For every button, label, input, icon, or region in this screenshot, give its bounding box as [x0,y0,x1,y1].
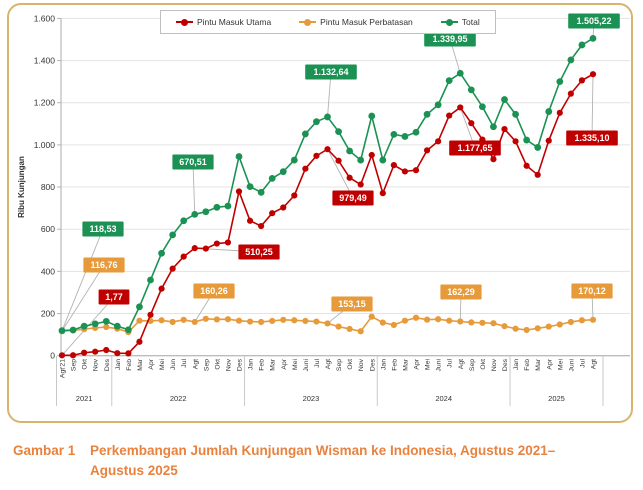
x-tick-label: Agt [457,359,465,370]
data-point [247,183,254,190]
data-point [147,312,153,318]
data-point [568,91,574,97]
data-point [291,192,297,198]
x-tick-label: Sep [70,359,78,372]
chart-legend [160,10,496,34]
y-tick-label: 0 [50,350,55,361]
data-point [501,96,508,103]
x-tick-label: Jan [114,359,122,370]
data-point [158,286,164,292]
data-point [590,35,597,42]
x-tick-label: Agt [325,359,332,370]
x-tick-label: Okt [347,359,355,370]
data-point [545,108,552,115]
x-tick-label: Apr [546,359,554,370]
data-point [347,326,353,332]
x-tick-label: Jul [446,359,454,368]
data-point [225,203,232,210]
x-tick-label: Mei [424,359,432,370]
data-point [413,167,419,173]
data-point [203,246,209,252]
data-point [512,138,518,144]
data-point [501,126,507,132]
data-point [358,181,364,187]
data-point [192,245,198,251]
data-point [457,70,464,77]
x-tick-label: Feb [258,359,266,371]
data-point [214,316,220,322]
data-point [70,327,77,334]
data-point [225,239,231,245]
x-tick-label: Feb [391,359,399,371]
data-point [92,349,98,355]
data-point [225,316,231,322]
x-tick-label: Jul [313,359,321,368]
data-point [390,131,397,138]
x-tick-label: Feb [524,359,532,371]
figure-caption-label: Gambar 1 [13,443,76,458]
x-tick-label: Jan [247,359,255,370]
data-point [114,323,121,330]
data-label-value: 670,51 [179,157,207,168]
legend-item-total [441,17,480,27]
data-point [579,42,586,49]
data-point [424,317,430,323]
data-point [59,327,66,334]
data-point [324,146,330,152]
x-tick-label: Mei [557,359,565,370]
x-tick-label: Jan [513,359,521,370]
x-tick-label: Jul [579,359,587,368]
data-label-value: 1.339,95 [432,34,468,45]
x-tick-label: Apr [280,359,288,370]
data-point [125,326,132,333]
data-label-value: 118,53 [89,224,117,235]
x-tick-label: Mei [159,359,167,370]
x-tick-label: Feb [125,359,133,371]
data-point [181,317,187,323]
data-point [269,175,276,182]
series-pintu-masuk-perbatasan [59,314,596,336]
data-point [402,318,408,324]
data-point [214,240,220,246]
data-point [556,78,563,85]
data-point [468,120,474,126]
data-point [302,318,308,324]
legend-label: Total [461,17,480,27]
data-label-callouts [82,14,619,312]
data-point [568,319,574,325]
legend-label: Pintu Masuk Utama [197,17,272,27]
data-point [368,113,375,120]
x-tick-label: Sep [468,359,476,372]
x-tick-label: Jul [181,359,189,368]
data-point [147,277,154,284]
legend-label: Pintu Masuk Perbatasan [320,17,413,27]
data-point [457,104,463,110]
data-point [258,223,264,229]
data-point [324,114,331,121]
x-tick-label: Apr [148,359,155,370]
data-label-value: 510,25 [245,247,273,258]
data-point [457,318,463,324]
data-point [202,208,209,215]
data-point [468,319,474,325]
y-tick-label: 1.400 [33,55,55,66]
data-label-value: 1.335,10 [574,133,610,144]
x-tick-label: Mar [136,359,144,371]
data-point [280,317,286,323]
line-dot-marker-icon [441,21,458,23]
data-point [369,314,375,320]
data-label-value: 170,12 [578,286,606,297]
x-tick-label: Okt [214,359,222,370]
legend-item-pintu-masuk-perbatasan [299,17,413,27]
data-point [103,318,110,325]
data-point [302,131,309,138]
data-point [181,254,187,260]
data-point [192,319,198,325]
x-tick-label: Sep [203,359,211,372]
data-point [269,210,275,216]
data-point [380,190,386,196]
data-point [125,350,131,356]
data-point [468,86,475,93]
x-tick-label: Agt [192,359,200,370]
y-tick-label: 800 [40,182,55,193]
data-point [391,322,397,328]
data-label-value: 162,29 [447,287,475,298]
data-point [236,318,242,324]
data-point [170,319,176,325]
x-tick-label: Okt [81,359,89,370]
data-point [490,320,496,326]
data-point [313,153,319,159]
data-point [369,152,375,158]
data-point [557,110,563,116]
data-point [346,148,353,155]
data-point [302,166,308,172]
year-label: 2025 [548,394,565,403]
data-point [413,129,420,136]
data-point [479,320,485,326]
x-tick-label: Des [236,359,244,372]
x-tick-label: Agt [590,359,598,370]
x-axis-labels [60,358,598,378]
data-point [402,133,409,140]
data-point [291,157,298,164]
data-point [424,147,430,153]
data-point [213,204,220,211]
data-point [313,318,319,324]
x-tick-label: Agt'21 [59,359,67,379]
data-point [524,327,530,333]
data-point [490,156,496,162]
data-point [59,352,65,358]
data-point [590,317,596,323]
data-point [291,317,297,323]
data-point [313,118,320,125]
data-point [546,138,552,144]
data-point [247,318,253,324]
data-label-value: 1.505,22 [576,16,612,27]
data-point [236,153,243,160]
data-point [446,77,453,84]
year-label: 2023 [302,394,320,403]
x-tick-label: Nov [358,359,366,372]
data-point [258,189,265,196]
y-axis-title: Ribu Kunjungan [17,156,26,218]
data-point [335,324,341,330]
data-point [446,112,452,118]
series-total [59,35,597,334]
data-point [424,111,431,118]
x-tick-label: Apr [413,359,421,370]
x-tick-label: Okt [479,359,487,370]
y-tick-label: 600 [40,224,55,235]
data-point [247,218,253,224]
data-point [70,352,76,358]
data-point [435,316,441,322]
data-point [103,324,109,330]
year-label: 2021 [75,394,93,403]
data-point [280,168,287,175]
data-point [490,123,497,130]
data-point [479,103,486,110]
data-label-value: 1.177,65 [457,143,493,154]
data-point [446,318,452,324]
x-tick-label: Nov [225,359,233,372]
data-point [258,319,264,325]
data-point [501,323,507,329]
data-point [158,317,164,323]
data-point [557,321,563,327]
x-tick-label: Nov [490,359,498,372]
x-tick-label: Mei [291,359,299,370]
x-tick-label: Mar [535,359,543,371]
data-label-value: 116,76 [90,260,118,271]
data-point [357,157,364,164]
x-tick-label: Nov [92,359,100,372]
data-point [402,168,408,174]
data-point [534,144,541,151]
data-label-value: 979,49 [339,193,367,204]
data-point [391,162,397,168]
data-label-value: 1.132,64 [313,67,349,78]
data-point [535,325,541,331]
data-point [324,320,330,326]
data-point [136,339,142,345]
data-point [512,326,518,332]
data-point [136,318,142,324]
data-point [103,347,109,353]
data-point [347,175,353,181]
data-point [169,232,176,239]
data-point [191,211,198,218]
x-tick-label: Jun [170,359,178,370]
x-tick-label: Mar [269,359,277,371]
data-point [203,316,209,322]
line-dot-marker-icon [176,21,193,23]
year-label: 2024 [435,394,452,403]
x-tick-label: Des [502,359,509,372]
y-tick-label: 1.200 [33,97,55,108]
data-point [358,328,364,334]
data-point [435,138,441,144]
data-point [524,163,530,169]
data-point [546,324,552,330]
data-point [379,157,386,164]
data-point [170,266,176,272]
y-tick-label: 200 [40,308,55,319]
data-point [81,350,87,356]
data-point [236,188,242,194]
data-point [136,303,143,310]
data-point [92,320,99,327]
y-tick-label: 1.000 [33,139,55,150]
data-point [535,172,541,178]
x-tick-label: Juni [568,359,576,372]
line-dot-marker-icon [299,21,316,23]
data-point [567,57,574,64]
data-point [512,111,519,118]
figure-caption-title: Perkembangan Jumlah Kunjungan Wisman ke Indonesia, Agustus 2021–Agustus 2025 [90,443,556,478]
data-point [413,315,419,321]
data-point [335,158,341,164]
x-tick-label: Juni [435,359,443,372]
data-point [280,204,286,210]
data-point [81,323,88,330]
data-label-value: 160,26 [200,286,228,297]
data-point [435,101,442,108]
data-point [335,128,342,135]
data-point [114,350,120,356]
data-point [158,250,165,257]
data-point [523,137,530,144]
y-tick-label: 1.600 [33,13,55,24]
x-tick-label: Jan [380,359,388,370]
legend-item-pintu-masuk-utama [176,17,271,27]
data-point [380,320,386,326]
x-tick-label: Des [103,359,111,372]
data-label-value: 153,15 [338,299,366,310]
data-point [579,77,585,83]
x-tick-label: Juni [302,359,310,372]
data-point [269,318,275,324]
x-tick-label: Mar [402,359,410,371]
data-label-value: 1,77 [105,292,123,303]
data-point [180,217,187,224]
x-tick-label: Des [369,359,377,372]
figure-caption [13,441,580,480]
year-label: 2022 [169,394,187,403]
data-point [579,317,585,323]
x-tick-label: Sep [336,359,344,372]
y-tick-label: 400 [40,266,55,277]
data-point [590,71,596,77]
